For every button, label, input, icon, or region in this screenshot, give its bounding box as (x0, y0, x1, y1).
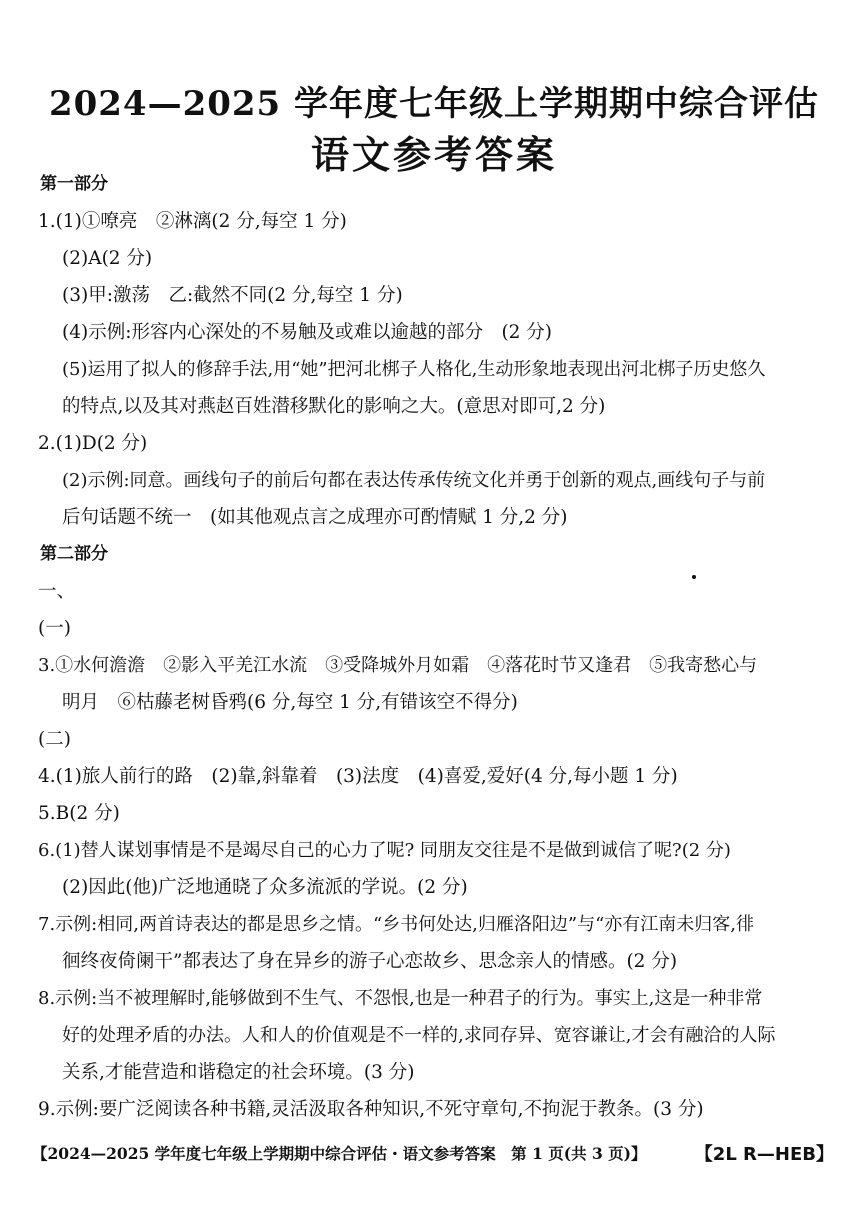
answer-q6-2: (2)因此(他)广泛地通晓了众多流派的学说。(2 分) (62, 877, 468, 898)
answer-q7-line2: 徊终夜倚阑干”都表达了身在异乡的游子心恋故乡、思念亲人的情感。(2 分) (62, 951, 678, 972)
section-one-label: 一、 (38, 581, 76, 602)
answer-q1-2: (2)A(2 分) (62, 248, 153, 269)
answer-q1-3: (3)甲:激荡 乙:截然不同(2 分,每空 1 分) (62, 285, 403, 306)
answer-q2-1: 2.(1)D(2 分) (38, 433, 148, 454)
part1-heading: 第一部分 (40, 174, 108, 194)
answer-q2-2-line1: (2)示例:同意。画线句子的前后句都在表达传承传统文化并勇于创新的观点,画线句子与前 (62, 470, 766, 491)
document-code: 【2L R—HEB】 (694, 1144, 834, 1165)
answer-q3-line1: 3.①水何澹澹 ②影入平羌江水流 ③受降城外月如霜 ④落花时节又逢君 ⑤我寄愁心与 (38, 655, 758, 676)
page-footer: 【2024—2025 学年度七年级上学期期中综合评估・语文参考答案 第 1 页(共 3 页)】 (32, 1144, 647, 1163)
answer-q1-1: 1.(1)①嘹亮 ②淋漓(2 分,每空 1 分) (38, 211, 347, 232)
answer-q2-2-line2: 后句话题不统一 (如其他观点言之成理亦可酌情赋 1 分,2 分) (62, 507, 568, 528)
answer-q5: 5.B(2 分) (38, 803, 120, 824)
answer-q8-line1: 8.示例:当不被理解时,能够做到不生气、不怨恨,也是一种君子的行为。事实上,这是一种非常 (38, 988, 763, 1009)
answer-q1-4: (4)示例:形容内心深处的不易触及或难以逾越的部分 (2 分) (62, 322, 553, 343)
answer-q8-line3: 关系,才能营造和谐稳定的社会环境。(3 分) (62, 1062, 415, 1083)
part2-heading: 第二部分 (40, 544, 108, 564)
answer-q1-5-line1: (5)运用了拟人的修辞手法,用“她”把河北梆子人格化,生动形象地表现出河北梆子历史悠久 (62, 359, 766, 380)
document-title: 2024—2025 学年度七年级上学期期中综合评估 (48, 84, 820, 124)
stray-dot-mark (692, 575, 696, 579)
answer-q6-1: 6.(1)替人谋划事情是不是竭尽自己的心力了呢? 同朋友交往是不是做到诚信了呢?(2 分) (38, 840, 731, 861)
answer-q3-line2: 明月 ⑥枯藤老树昏鸦(6 分,每空 1 分,有错该空不得分) (62, 692, 518, 713)
document-subtitle: 语文参考答案 (310, 132, 557, 177)
answer-q7-line1: 7.示例:相同,两首诗表达的都是思乡之情。“乡书何处达,归雁洛阳边”与“亦有江南未归客,徘 (38, 914, 755, 935)
subsection-one-label: (一) (38, 618, 71, 639)
answer-q1-5-line2: 的特点,以及其对燕赵百姓潜移默化的影响之大。(意思对即可,2 分) (62, 396, 606, 417)
answer-q9: 9.示例:要广泛阅读各种书籍,灵活汲取各种知识,不死守章句,不拘泥于教条。(3 分) (38, 1099, 704, 1120)
answer-q4: 4.(1)旅人前行的路 (2)靠,斜靠着 (3)法度 (4)喜爱,爱好(4 分,每小题 1 分) (38, 766, 678, 787)
subsection-two-label: (二) (38, 729, 71, 750)
answer-q8-line2: 好的处理矛盾的办法。人和人的价值观是不一样的,求同存异、宽容谦让,才会有融洽的人际 (62, 1025, 776, 1046)
